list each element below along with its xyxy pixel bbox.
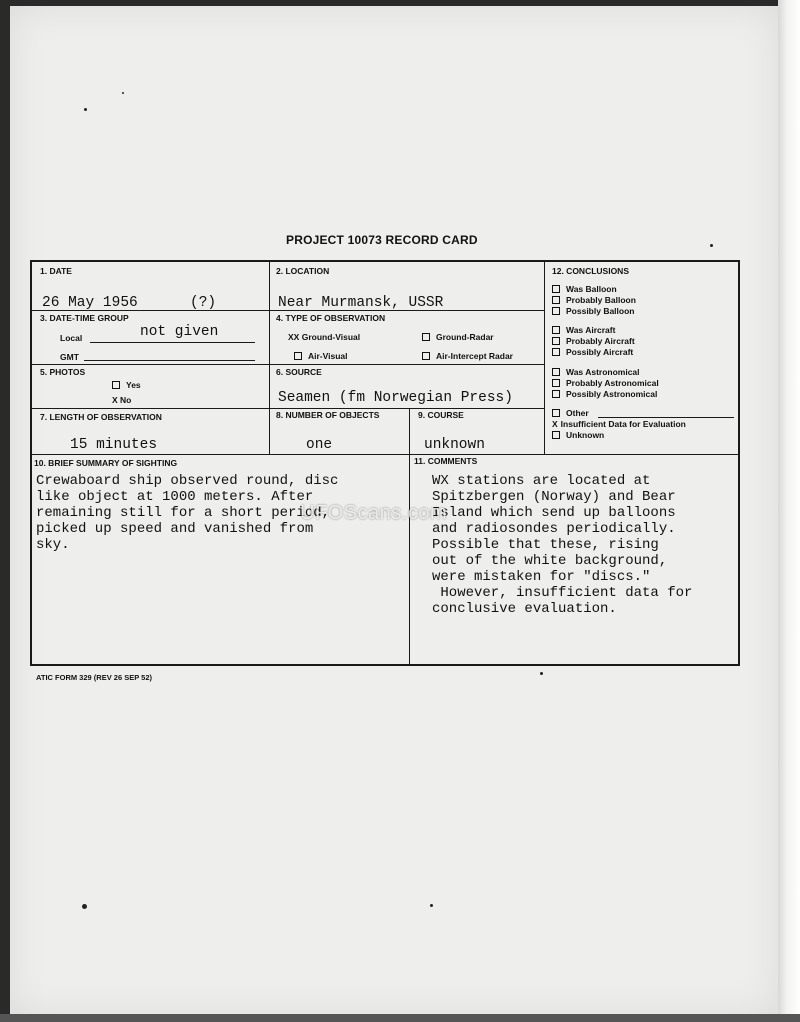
grid-line — [32, 364, 544, 365]
conclusion-item — [552, 336, 635, 346]
checkbox-icon — [552, 285, 560, 293]
local-value: not given — [140, 324, 219, 340]
checkbox-icon — [552, 431, 560, 439]
checked-mark: X — [552, 419, 558, 429]
conclusion-item-checked — [552, 419, 686, 429]
scan-speck — [430, 904, 433, 907]
length-value: 15 minutes — [70, 437, 158, 453]
conclusion-item — [552, 295, 636, 305]
form-footer: ATIC FORM 329 (REV 26 SEP 52) — [36, 673, 153, 682]
course-value: unknown — [424, 437, 485, 453]
source-label: 6. SOURCE — [276, 367, 322, 377]
scan-speck — [82, 904, 87, 909]
conclusion-text: Was Balloon — [566, 284, 617, 294]
conclusion-text: Other — [566, 408, 589, 418]
number-of-objects-value: one — [306, 437, 333, 453]
conclusion-item — [552, 378, 659, 388]
location-value: Near Murmansk, USSR — [278, 295, 444, 311]
conclusion-text: Possibly Aircraft — [566, 347, 634, 357]
photos-yes-option — [112, 380, 141, 390]
air-visual-option — [294, 351, 348, 361]
scan-edge-bottom — [0, 1014, 800, 1022]
local-line — [90, 342, 255, 343]
conclusion-item — [552, 430, 604, 440]
conclusion-item — [552, 347, 633, 357]
scan-speck — [84, 108, 87, 111]
scan-speck — [540, 672, 543, 675]
checkbox-icon — [552, 379, 560, 387]
scan-speck — [710, 244, 713, 247]
summary-label: 10. BRIEF SUMMARY OF SIGHTING — [34, 458, 178, 468]
ground-visual-text: Ground-Visual — [301, 332, 361, 342]
conclusion-text: Probably Astronomical — [566, 378, 659, 388]
conclusion-item — [552, 325, 615, 335]
date-time-group-label: 3. DATE-TIME GROUP — [40, 313, 129, 323]
air-intercept-radar-option — [422, 351, 513, 361]
conclusion-item — [552, 284, 617, 294]
conclusions-label: 12. CONCLUSIONS — [552, 266, 629, 276]
conclusion-item — [552, 306, 635, 316]
grid-line — [544, 262, 545, 454]
grid-line — [269, 262, 270, 454]
checkbox-icon — [294, 352, 302, 360]
conclusion-text: Was Aircraft — [566, 325, 616, 335]
checkbox-icon — [112, 381, 120, 389]
photos-no-text: No — [120, 395, 132, 405]
checkbox-icon — [552, 337, 560, 345]
conclusion-item-other — [552, 408, 589, 418]
local-label: Local — [60, 333, 83, 343]
record-card-form — [30, 260, 740, 666]
scan-edge-right — [778, 0, 800, 1022]
photos-label: 5. PHOTOS — [40, 367, 86, 377]
gmt-line — [84, 360, 255, 361]
checkbox-icon — [422, 333, 430, 341]
conclusion-text: Unknown — [566, 430, 605, 440]
conclusion-text: Probably Aircraft — [566, 336, 635, 346]
gmt-label: GMT — [60, 352, 79, 362]
conclusion-text: Possibly Astronomical — [566, 389, 658, 399]
ground-radar-option — [422, 332, 494, 342]
grid-line — [32, 454, 740, 455]
conclusion-item — [552, 367, 640, 377]
air-visual-text: Air-Visual — [308, 351, 348, 361]
source-value: Seamen (fm Norwegian Press) — [278, 390, 513, 406]
summary-text: Crewaboard ship observed round, disc like object at 1000 meters. After remaining still for a short period, picked up speed and vanished from sky. — [36, 473, 339, 553]
card-title: PROJECT 10073 RECORD CARD — [286, 233, 478, 247]
checkbox-icon — [552, 296, 560, 304]
scan-speck — [122, 92, 124, 94]
course-label: 9. COURSE — [418, 410, 464, 420]
grid-line — [409, 408, 410, 666]
location-label: 2. LOCATION — [276, 266, 330, 276]
checkbox-icon — [422, 352, 430, 360]
air-intercept-radar-text: Air-Intercept Radar — [436, 351, 513, 361]
ground-visual-option — [288, 332, 360, 342]
ground-visual-check-mark: XX — [288, 332, 300, 342]
photos-yes-text: Yes — [126, 380, 141, 390]
conclusion-text: Insufficient Data for Evaluation — [560, 419, 686, 429]
length-label: 7. LENGTH OF OBSERVATION — [40, 412, 162, 422]
checkbox-icon — [552, 307, 560, 315]
date-value: 26 May 1956 — [42, 295, 138, 311]
checkbox-icon — [552, 390, 560, 398]
number-of-objects-label: 8. NUMBER OF OBJECTS — [276, 410, 380, 420]
date-label: 1. DATE — [40, 266, 72, 276]
checkbox-icon — [552, 368, 560, 376]
checkbox-icon — [552, 409, 560, 417]
grid-line — [32, 408, 544, 409]
photos-no-option — [112, 395, 131, 405]
type-of-observation-label: 4. TYPE OF OBSERVATION — [276, 313, 386, 323]
date-note: (?) — [190, 295, 217, 311]
conclusion-text: Probably Balloon — [566, 295, 636, 305]
watermark: UFOScans.com — [300, 502, 448, 524]
comments-label: 11. COMMENTS — [414, 456, 478, 466]
comments-text: WX stations are located at Spitzbergen (Norway) and Bear Island which send up balloons and radiosondes periodically. Possible that these, rising out of the white background, were mistaken for "discs." However, insufficient data for conclusive evaluation. — [432, 473, 693, 617]
other-line — [598, 417, 734, 418]
photos-no-check-mark: X — [112, 395, 118, 405]
ground-radar-text: Ground-Radar — [436, 332, 494, 342]
checkbox-icon — [552, 348, 560, 356]
conclusion-item — [552, 389, 657, 399]
conclusion-text: Was Astronomical — [566, 367, 640, 377]
checkbox-icon — [552, 326, 560, 334]
conclusion-text: Possibly Balloon — [566, 306, 635, 316]
